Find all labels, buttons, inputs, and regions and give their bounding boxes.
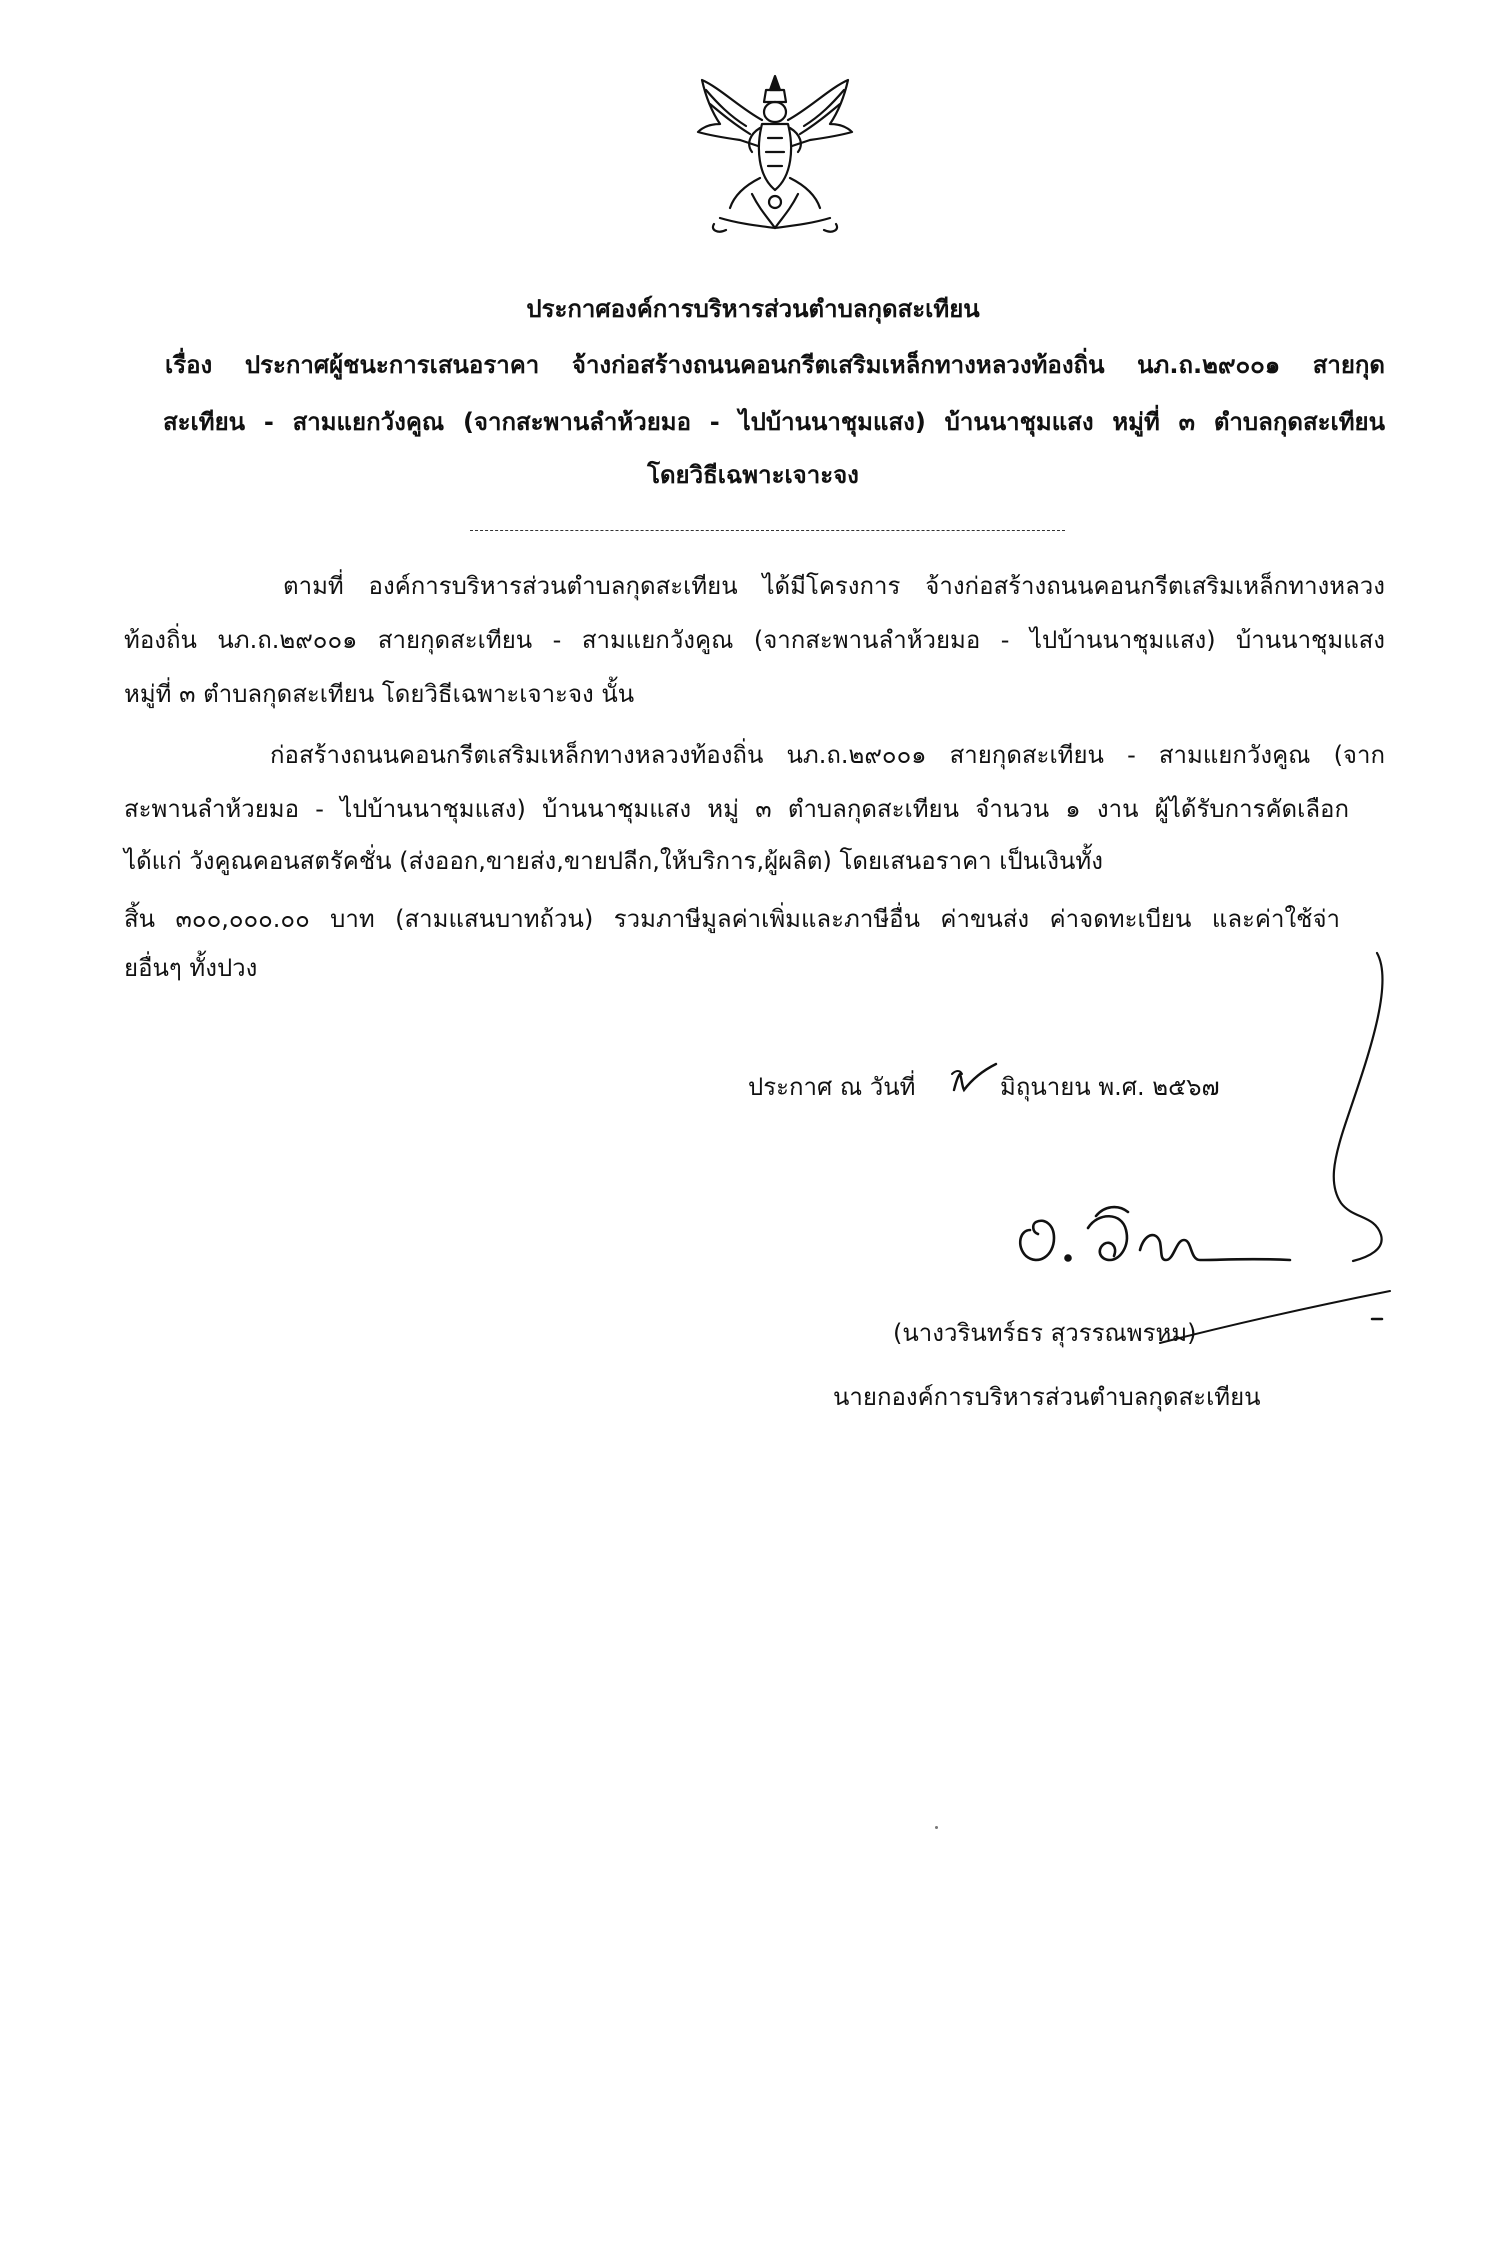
paragraph-1-line-2: ท้องถิ่น นภ.ถ.๒๙๐๐๑ สายกุดสะเทียน - สามแยกวังคูณ (จากสะพานลำห้วยมอ - ไปบ้านนาชุมแสง) บ้านนาชุมแสง [124,626,1385,654]
subject-line-1: เรื่อง ประกาศผู้ชนะการเสนอราคา จ้างก่อสร้างถนนคอนกรีตเสริมเหล็กทางหลวงท้องถิ่น นภ.ถ.๒๙๐๐๑ สายกุด [165,351,1385,379]
paragraph-2-line-2: สะพานลำห้วยมอ - ไปบ้านนาชุมแสง) บ้านนาชุมแสง หมู่ ๓ ตำบลกุดสะเทียน จำนวน ๑ งาน ผู้ได้รับการคัดเลือก [124,795,1349,823]
scan-speck [935,1826,938,1829]
handwritten-day-mark [948,1060,1004,1100]
signer-position: นายกองค์การบริหารส่วนตำบลกุดสะเทียน [833,1383,1261,1411]
garuda-emblem-icon [690,68,860,248]
date-prefix: ประกาศ ณ วันที่ [748,1073,916,1101]
paragraph-1-line-1: ตามที่ องค์การบริหารส่วนตำบลกุดสะเทียน ได้มีโครงการ จ้างก่อสร้างถนนคอนกรีตเสริมเหล็กทางหลวง [283,572,1385,600]
handwritten-signature-icon [1010,1190,1310,1300]
header-divider [470,530,1065,531]
subject-line-3: โดยวิธีเฉพาะเจาะจง [647,461,859,489]
announcement-title: ประกาศองค์การบริหารส่วนตำบลกุดสะเทียน [526,295,980,323]
paragraph-2-line-3: ได้แก่ วังคูณคอนสตรัคชั่น (ส่งออก,ขายส่ง,ขายปลีก,ให้บริการ,ผู้ผลิต) โดยเสนอราคา เป็นเงินทั้ง [124,847,1103,875]
subject-line-2: สะเทียน - สามแยกวังคูณ (จากสะพานลำห้วยมอ - ไปบ้านนาชุมแสง) บ้านนาชุมแสง หมู่ที่ ๓ ตำบลกุดสะเทียน [163,408,1385,436]
paragraph-2-line-1: ก่อสร้างถนนคอนกรีตเสริมเหล็กทางหลวงท้องถิ่น นภ.ถ.๒๙๐๐๑ สายกุดสะเทียน - สามแยกวังคูณ (จาก [270,741,1385,769]
paragraph-2-line-5: ยอื่นๆ ทั้งปวง [124,954,258,982]
signer-name: (นางวรินทร์ธร สุวรรณพรหม) [893,1319,1197,1347]
paragraph-1-line-3: หมู่ที่ ๓ ตำบลกุดสะเทียน โดยวิธีเฉพาะเจาะจง นั้น [124,680,635,708]
paragraph-2-line-4: สิ้น ๓๐๐,๐๐๐.๐๐ บาท (สามแสนบาทถ้วน) รวมภาษีมูลค่าเพิ่มและภาษีอื่น ค่าขนส่ง ค่าจดทะเบียน และค่าใช้จ่า [124,905,1340,933]
date-suffix: มิถุนายน พ.ศ. ๒๕๖๗ [1000,1073,1220,1101]
